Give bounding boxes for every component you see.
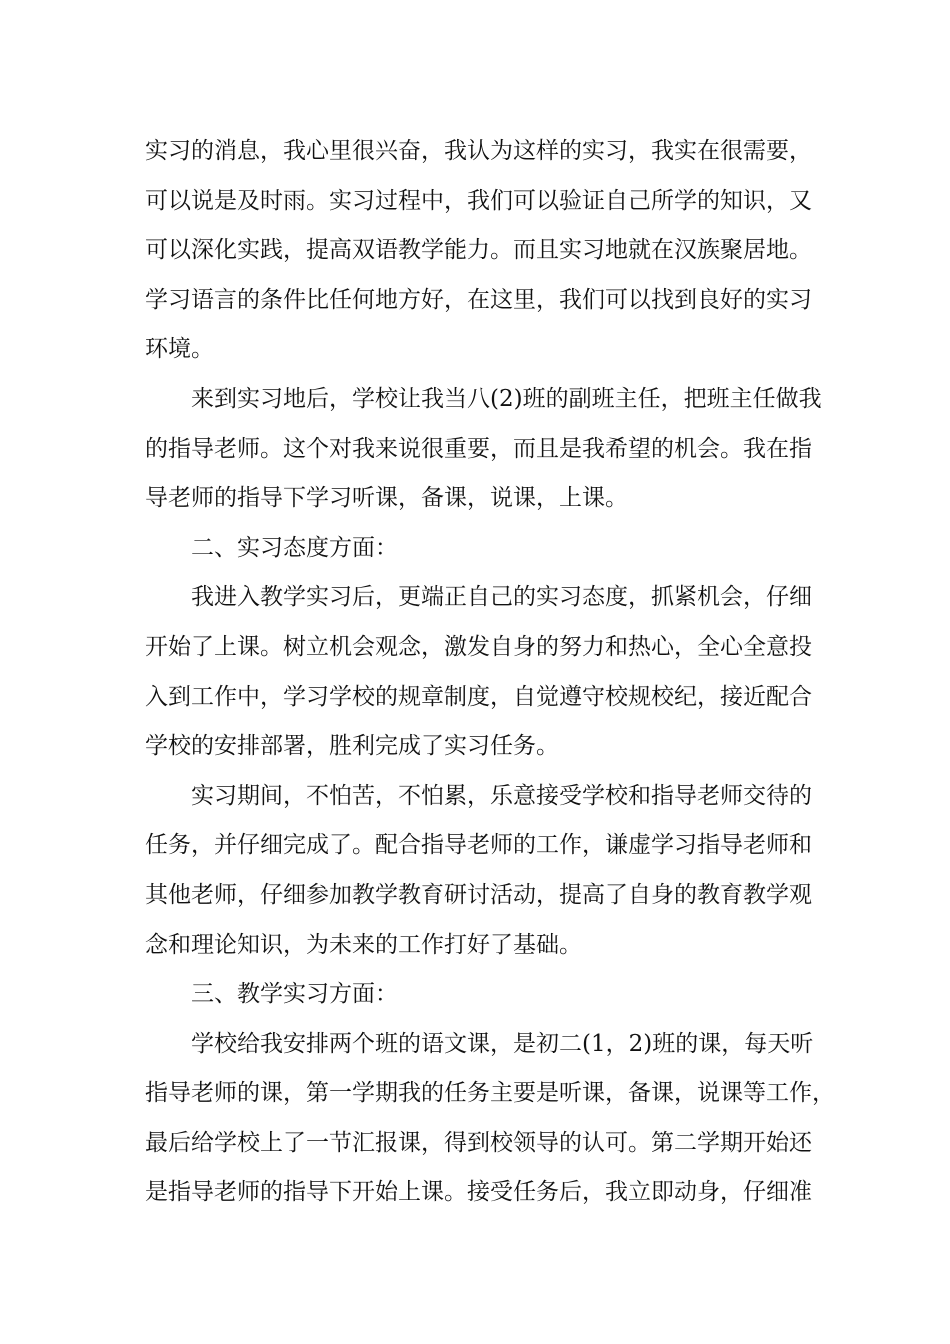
text-line: 任务，并仔细完成了。配合指导老师的工作，谦虚学习指导老师和 (145, 832, 812, 859)
section-heading: 三、教学实习方面： (191, 981, 398, 1008)
section-heading: 二、实习态度方面： (191, 534, 398, 561)
text-line: 其他老师，仔细参加教学教育研讨活动，提高了自身的教育教学观 (145, 881, 812, 908)
document-body (145, 127, 835, 1218)
text-line: 的指导老师。这个对我来说很重要，而且是我希望的机会。我在指 (145, 435, 812, 462)
text-line: 实习期间，不怕苦，不怕累，乐意接受学校和指导老师交待的 (191, 782, 812, 809)
text-line: 导老师的指导下学习听课，备课，说课，上课。 (145, 485, 628, 512)
text-line: 来到实习地后，学校让我当八(2)班的副班主任，把班主任做我 (191, 385, 822, 412)
text-line: 最后给学校上了一节汇报课，得到校领导的认可。第二学期开始还 (145, 1129, 812, 1156)
text-line: 可以深化实践，提高双语教学能力。而且实习地就在汉族聚居地。 (145, 237, 812, 264)
text-line: 指导老师的课，第一学期我的任务主要是听课，备课，说课等工作， (145, 1080, 835, 1107)
text-line: 学校的安排部署，胜利完成了实习任务。 (145, 733, 559, 760)
text-line: 学校给我安排两个班的语文课，是初二(1，2)班的课，每天听 (191, 1030, 814, 1057)
text-line: 实习的消息，我心里很兴奋，我认为这样的实习，我实在很需要， (145, 138, 812, 164)
text-line: 可以说是及时雨。实习过程中，我们可以验证自己所学的知识，又 (145, 187, 812, 214)
text-line: 入到工作中，学习学校的规章制度，自觉遵守校规校纪，接近配合 (145, 683, 812, 710)
text-line: 我进入教学实习后，更端正自己的实习态度，抓紧机会，仔细 (191, 584, 812, 611)
text-line: 环境。 (145, 336, 214, 363)
text-line: 是指导老师的指导下开始上课。接受任务后，我立即动身，仔细准 (145, 1179, 812, 1206)
text-line: 开始了上课。树立机会观念，激发自身的努力和热心，全心全意投 (145, 633, 812, 660)
text-line: 学习语言的条件比任何地方好，在这里，我们可以找到良好的实习 (145, 286, 812, 313)
text-line: 念和理论知识，为未来的工作打好了基础。 (145, 931, 582, 958)
